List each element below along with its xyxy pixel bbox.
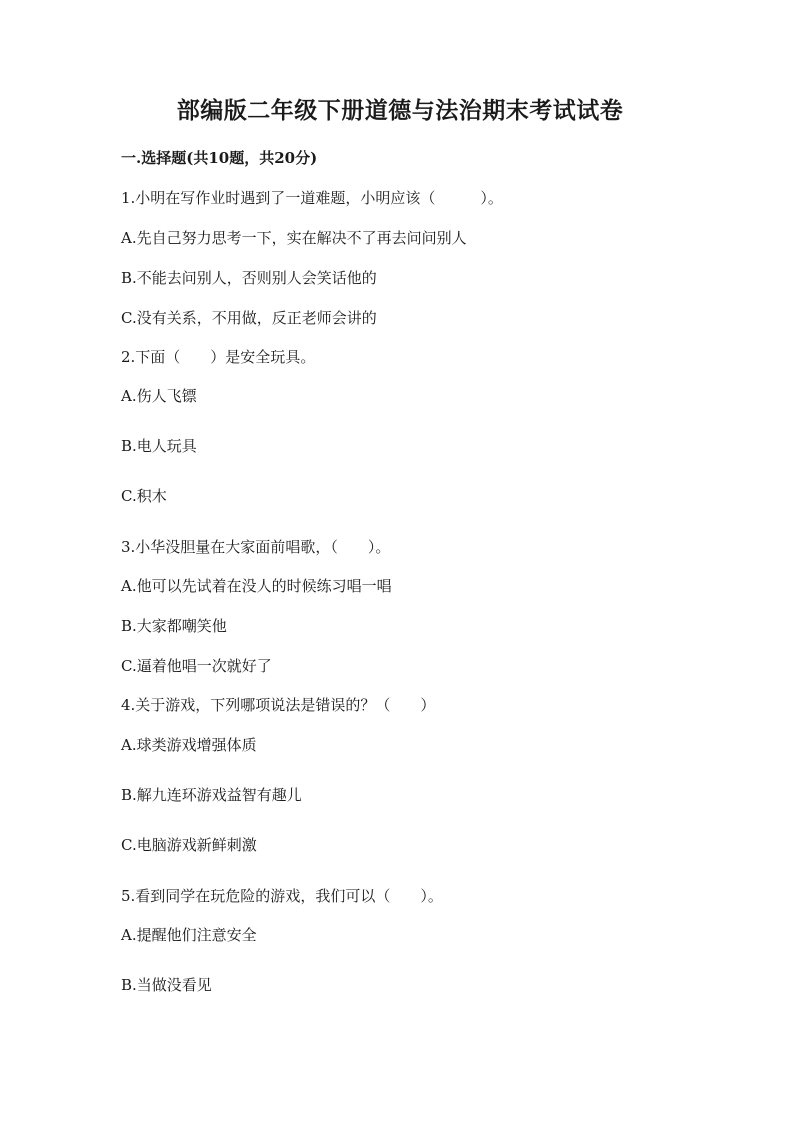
question-3-option-a: A.他可以先试着在没人的时候练习唱一唱	[121, 577, 392, 595]
question-3-option-c: C.逼着他唱一次就好了	[121, 657, 272, 675]
question-3-stem: 3.小华没胆量在大家面前唱歌，（ ）。	[121, 538, 391, 556]
question-1-stem: 1.小明在写作业时遇到了一道难题，小明应该（ ）。	[121, 189, 503, 207]
question-3-option-b: B.大家都嘲笑他	[121, 617, 227, 635]
question-1-option-a: A.先自己努力思考一下，实在解决不了再去问问别人	[121, 229, 467, 247]
question-5-option-a: A.提醒他们注意安全	[121, 926, 257, 944]
question-2-option-a: A.伤人飞镖	[121, 387, 197, 405]
section-heading: 一.选择题(共10题，共20分)	[121, 149, 318, 167]
question-4-stem: 4.关于游戏，下列哪项说法是错误的？（ ）	[121, 696, 436, 714]
question-4-option-c: C.电脑游戏新鲜刺激	[121, 836, 257, 854]
question-4-option-b: B.解九连环游戏益智有趣儿	[121, 786, 302, 804]
question-5-stem: 5.看到同学在玩危险的游戏，我们可以（ ）。	[121, 887, 443, 905]
question-2-option-c: C.积木	[121, 487, 167, 505]
question-1-option-c: C.没有关系，不用做，反正老师会讲的	[121, 309, 377, 327]
question-1-option-b: B.不能去问别人，否则别人会笑话他的	[121, 269, 377, 287]
question-5-option-b: B.当做没看见	[121, 976, 212, 994]
question-2-stem: 2.下面（ ）是安全玩具。	[121, 348, 316, 366]
question-4-option-a: A.球类游戏增强体质	[121, 736, 257, 754]
page-title: 部编版二年级下册道德与法治期末考试试卷	[176, 97, 624, 124]
question-2-option-b: B.电人玩具	[121, 437, 197, 455]
